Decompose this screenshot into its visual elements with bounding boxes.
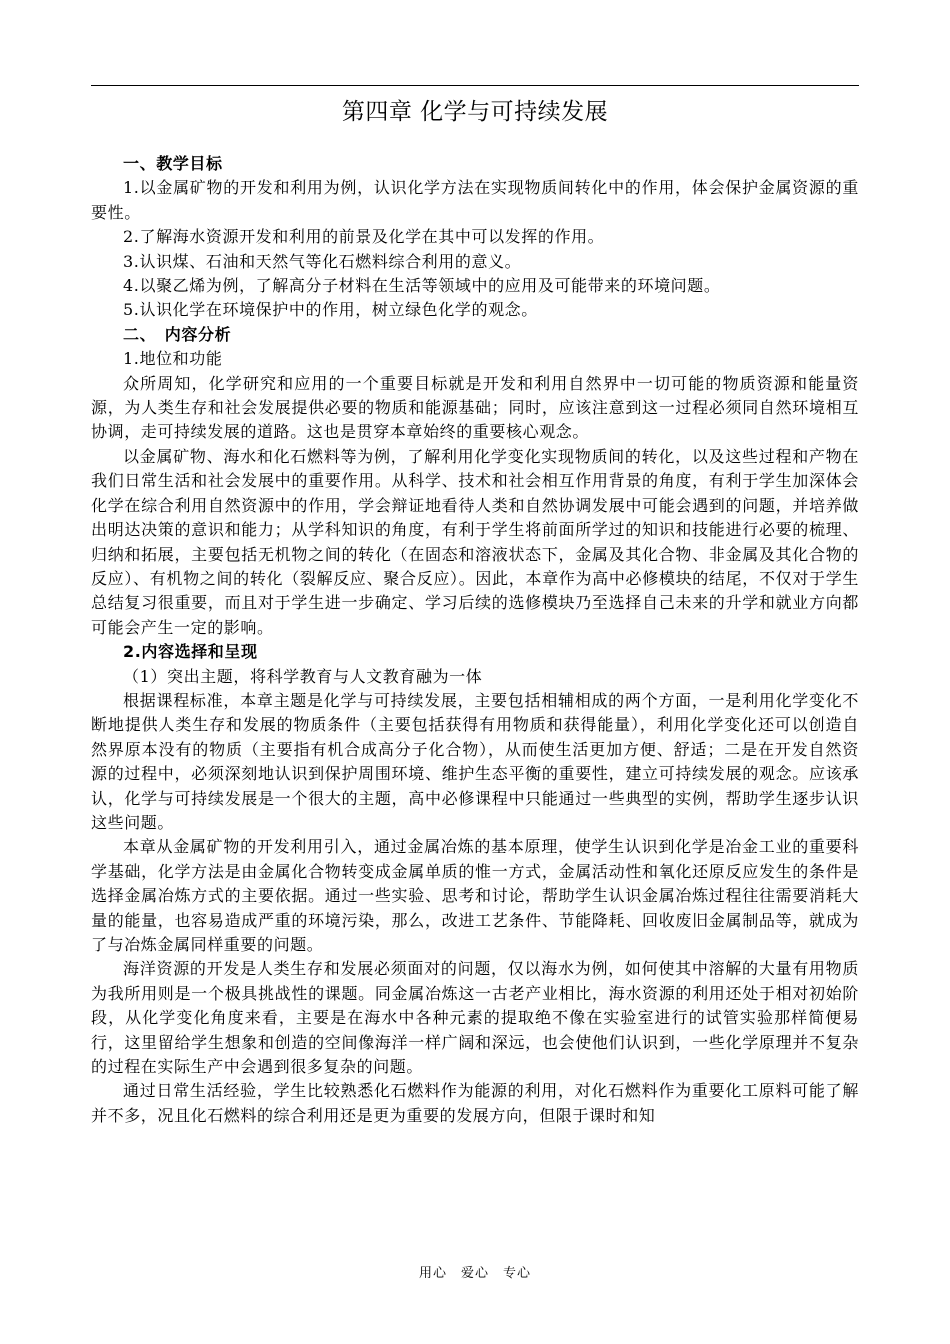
objective-item: 5.认识化学在环境保护中的作用，树立绿色化学的观念。 [123, 300, 538, 320]
objective-item: 2.了解海水资源开发和利用的前景及化学在其中可以发挥的作用。 [123, 227, 605, 247]
section-heading-analysis: 二、 内容分析 [123, 324, 232, 344]
body-paragraph: 根据课程标准，本章主题是化学与可持续发展，主要包括相辅相成的两个方面，一是利用化学变化不断地提供人类生存和发展的物质条件（主要包括获得有用物质和获得能量），利用化学变化还可以创造自然界原本没有的物质（主要指有机合成高分子化合物），从而使生活更加方便、舒适；二是在开发自然资源的过程中，必须深刻地认识到保护周围环境、维护生态平衡的重要性，建立可持续发展的观念。应该承认，化学与可持续发展是一个很大的主题，高中必修课程中只能通过一些典型的实例，帮助学生逐步认识这些问题。 [91, 690, 859, 832]
header-rule [91, 85, 859, 86]
page-footer: 用心 爱心 专心 [418, 1266, 531, 1281]
page-title: 第四章 化学与可持续发展 [341, 99, 609, 125]
objective-item: 1.以金属矿物的开发和利用为例，认识化学方法在实现物质间转化中的作用，体会保护金属资源的重要性。 [91, 178, 859, 222]
subsection-title-position: 1.地位和功能 [123, 349, 223, 369]
subsection-title-content: 2.内容选择和呈现 [123, 642, 258, 662]
objective-item: 3.认识煤、石油和天然气等化石燃料综合利用的意义。 [123, 251, 522, 271]
document-body [91, 152, 859, 1128]
objective-item: 4.以聚乙烯为例，了解高分子材料在生活等领域中的应用及可能带来的环境问题。 [123, 276, 721, 296]
body-paragraph: 以金属矿物、海水和化石燃料等为例，了解利用化学变化实现物质间的转化，以及这些过程和产物在我们日常生活和社会发展中的重要作用。从科学、技术和社会相互作用背景的角度，有利于学生加深体会化学在综合利用自然资源中的作用，学会辩证地看待人类和自然协调发展中可能会遇到的问题，并培养做出明达决策的意识和能力；从学科知识的角度，有利于学生将前面所学过的知识和技能进行必要的梳理、归纳和拓展，主要包括无机物之间的转化（在固态和溶液状态下，金属及其化合物、非金属及其化合物的反应）、有机物之间的转化（裂解反应、聚合反应）。因此，本章作为高中必修模块的结尾，不仅对于学生总结复习很重要，而且对于学生进一步确定、学习后续的选修模块乃至选择自己未来的升学和就业方向都可能会产生一定的影响。 [91, 446, 859, 637]
body-paragraph: 众所周知，化学研究和应用的一个重要目标就是开发和利用自然界中一切可能的物质资源和能量资源，为人类生存和社会发展提供必要的物质和能源基础；同时，应该注意到这一过程必须同自然环境相互协调，走可持续发展的道路。这也是贯穿本章始终的重要核心观念。 [91, 373, 859, 442]
point-title: （1）突出主题，将科学教育与人文教育融为一体 [123, 666, 483, 686]
body-paragraph: 海洋资源的开发是人类生存和发展必须面对的问题，仅以海水为例，如何使其中溶解的大量有用物质为我所用则是一个极具挑战性的课题。同金属冶炼这一古老产业相比，海水资源的利用还处于相对初始阶段，从化学变化角度来看，主要是在海水中各种元素的提取绝不像在实验室进行的试管实验那样简便易行，这里留给学生想象和创造的空间像海洋一样广阔和深远，也会使他们认识到，一些化学原理并不复杂的过程在实际生产中会遇到很多复杂的问题。 [91, 959, 859, 1077]
body-paragraph: 通过日常生活经验，学生比较熟悉化石燃料作为能源的利用，对化石燃料作为重要化工原料可能了解并不多，况且化石燃料的综合利用还是更为重要的发展方向，但限于课时和知 [91, 1081, 859, 1125]
body-paragraph: 本章从金属矿物的开发利用引入，通过金属冶炼的基本原理，使学生认识到化学是冶金工业的重要科学基础，化学方法是由金属化合物转变成金属单质的惟一方式，金属活动性和氧化还原反应发生的条件是选择金属冶炼方式的主要依据。通过一些实验、思考和讨论，帮助学生认识金属冶炼过程往往需要消耗大量的能量，也容易造成严重的环境污染，那么，改进工艺条件、节能降耗、回收废旧金属制品等，就成为了与冶炼金属同样重要的问题。 [91, 837, 859, 954]
section-heading-objectives: 一、教学目标 [123, 154, 223, 173]
